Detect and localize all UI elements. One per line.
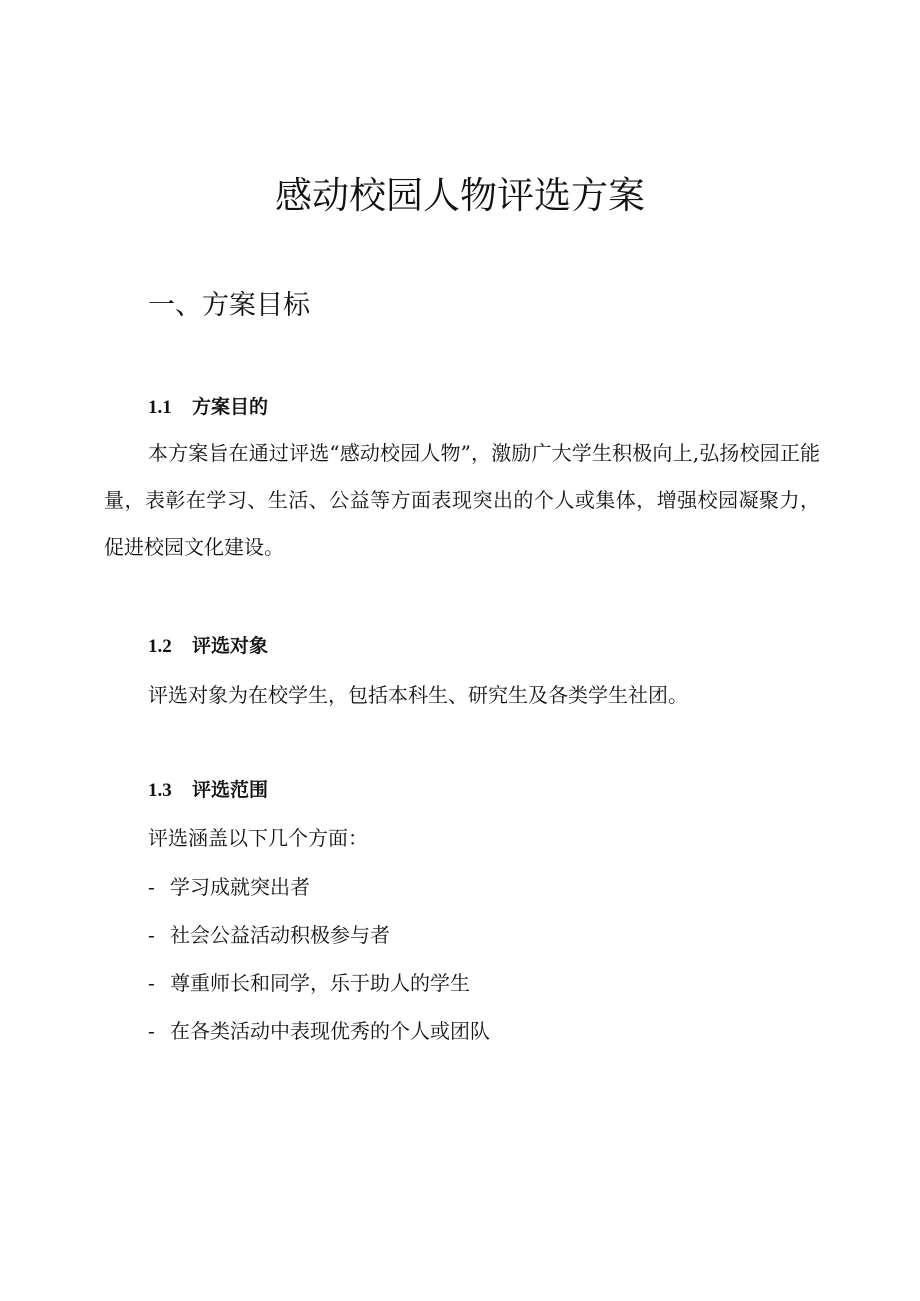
list-item	[148, 1016, 490, 1046]
list-item-text: 学习成就突出者	[170, 875, 310, 899]
list-item	[148, 872, 310, 902]
subsection-heading-scope	[148, 776, 268, 805]
subsection-title: 方案目的	[192, 396, 269, 418]
list-bullet: -	[148, 971, 155, 995]
list-bullet: -	[148, 1019, 155, 1043]
subsection-heading-purpose	[148, 393, 268, 422]
targets-paragraph: 评选对象为在校学生，包括本科生、研究生及各类学生社团。	[148, 683, 688, 707]
list-bullet: -	[148, 923, 155, 947]
subsection-title: 评选范围	[192, 779, 269, 801]
subsection-number: 1.3	[148, 780, 172, 801]
purpose-paragraph: 本方案旨在通过评选“感动校园人物”，激励广大学生积极向上,弘扬校园正能量，表彰在学习、生活、公益等方面表现突出的个人或集体，增强校园凝聚力，促进校园文化建设。	[104, 441, 820, 559]
subsection-title: 评选对象	[192, 635, 269, 657]
list-bullet: -	[148, 875, 155, 899]
list-item-text: 尊重师长和同学，乐于助人的学生	[170, 971, 470, 995]
document-title: 感动校园人物评选方案	[275, 174, 645, 217]
list-item	[148, 920, 390, 950]
list-item	[148, 968, 470, 998]
list-item-text: 社会公益活动积极参与者	[170, 923, 390, 947]
section-heading-goals: 一、方案目标	[148, 290, 310, 321]
list-item-text: 在各类活动中表现优秀的个人或团队	[170, 1019, 490, 1043]
subsection-number: 1.2	[148, 636, 172, 657]
subsection-heading-targets	[148, 632, 268, 661]
subsection-number: 1.1	[148, 397, 172, 418]
scope-intro-paragraph: 评选涵盖以下几个方面：	[148, 826, 368, 850]
